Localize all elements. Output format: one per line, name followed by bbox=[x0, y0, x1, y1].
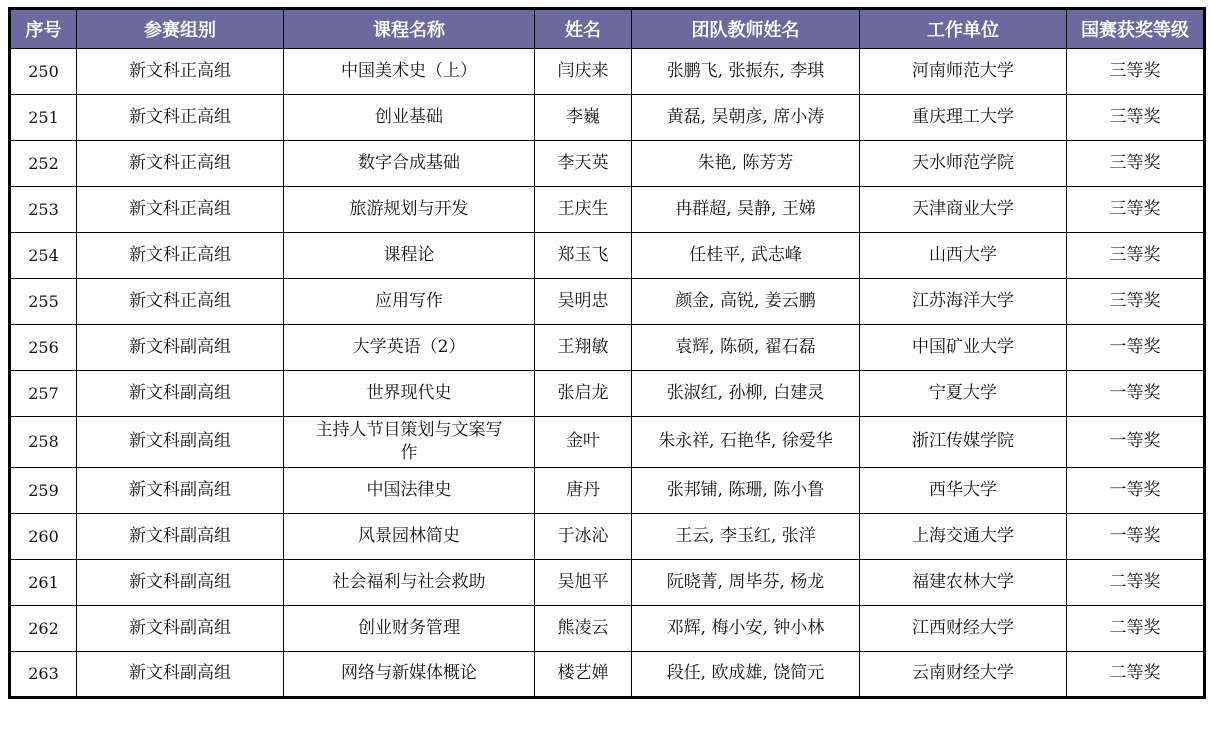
column-header-teachers: 团队教师姓名 bbox=[632, 9, 860, 49]
cell-award: 二等奖 bbox=[1067, 651, 1205, 697]
cell-name: 郑玉飞 bbox=[535, 233, 632, 279]
cell-course: 社会福利与社会救助 bbox=[284, 559, 535, 605]
cell-course: 创业财务管理 bbox=[284, 605, 535, 651]
cell-name: 唐丹 bbox=[535, 467, 632, 513]
cell-award: 二等奖 bbox=[1067, 559, 1205, 605]
cell-seq: 252 bbox=[10, 141, 77, 187]
table-row bbox=[10, 513, 1205, 559]
cell-org: 中国矿业大学 bbox=[860, 325, 1067, 371]
cell-teachers: 张鹏飞, 张振东, 李琪 bbox=[632, 49, 860, 95]
table-row bbox=[10, 49, 1205, 95]
table-row bbox=[10, 95, 1205, 141]
cell-group: 新文科正高组 bbox=[77, 187, 284, 233]
cell-name: 吴旭平 bbox=[535, 559, 632, 605]
cell-award: 三等奖 bbox=[1067, 95, 1205, 141]
cell-name: 吴明忠 bbox=[535, 279, 632, 325]
cell-name: 金叶 bbox=[535, 417, 632, 468]
cell-org: 江西财经大学 bbox=[860, 605, 1067, 651]
cell-award: 一等奖 bbox=[1067, 513, 1205, 559]
table-row bbox=[10, 279, 1205, 325]
cell-course: 风景园林简史 bbox=[284, 513, 535, 559]
cell-group: 新文科正高组 bbox=[77, 49, 284, 95]
cell-group: 新文科副高组 bbox=[77, 559, 284, 605]
cell-course: 中国美术史（上） bbox=[284, 49, 535, 95]
cell-teachers: 阮晓菁, 周毕芬, 杨龙 bbox=[632, 559, 860, 605]
table-row bbox=[10, 651, 1205, 697]
cell-group: 新文科正高组 bbox=[77, 279, 284, 325]
cell-org: 重庆理工大学 bbox=[860, 95, 1067, 141]
column-header-org: 工作单位 bbox=[860, 9, 1067, 49]
cell-org: 福建农林大学 bbox=[860, 559, 1067, 605]
cell-name: 熊凌云 bbox=[535, 605, 632, 651]
cell-award: 三等奖 bbox=[1067, 233, 1205, 279]
cell-award: 一等奖 bbox=[1067, 467, 1205, 513]
cell-group: 新文科副高组 bbox=[77, 467, 284, 513]
column-header-name: 姓名 bbox=[535, 9, 632, 49]
cell-group: 新文科正高组 bbox=[77, 95, 284, 141]
cell-award: 三等奖 bbox=[1067, 279, 1205, 325]
cell-org: 天津商业大学 bbox=[860, 187, 1067, 233]
column-header-award: 国赛获奖等级 bbox=[1067, 9, 1205, 49]
cell-org: 江苏海洋大学 bbox=[860, 279, 1067, 325]
cell-award: 二等奖 bbox=[1067, 605, 1205, 651]
table-row bbox=[10, 559, 1205, 605]
cell-group: 新文科正高组 bbox=[77, 233, 284, 279]
cell-award: 一等奖 bbox=[1067, 325, 1205, 371]
table-row bbox=[10, 417, 1205, 468]
cell-course: 数字合成基础 bbox=[284, 141, 535, 187]
cell-course: 中国法律史 bbox=[284, 467, 535, 513]
column-header-seq: 序号 bbox=[10, 9, 77, 49]
cell-name: 楼艺婵 bbox=[535, 651, 632, 697]
cell-seq: 258 bbox=[10, 417, 77, 468]
cell-seq: 262 bbox=[10, 605, 77, 651]
cell-seq: 253 bbox=[10, 187, 77, 233]
cell-group: 新文科副高组 bbox=[77, 371, 284, 417]
cell-award: 一等奖 bbox=[1067, 371, 1205, 417]
table-row bbox=[10, 233, 1205, 279]
cell-teachers: 任桂平, 武志峰 bbox=[632, 233, 860, 279]
cell-org: 河南师范大学 bbox=[860, 49, 1067, 95]
cell-course: 旅游规划与开发 bbox=[284, 187, 535, 233]
cell-course: 创业基础 bbox=[284, 95, 535, 141]
cell-teachers: 黄磊, 吴朝彦, 席小涛 bbox=[632, 95, 860, 141]
header-row bbox=[10, 9, 1205, 49]
cell-group: 新文科副高组 bbox=[77, 513, 284, 559]
cell-group: 新文科正高组 bbox=[77, 141, 284, 187]
cell-course: 应用写作 bbox=[284, 279, 535, 325]
cell-name: 闫庆来 bbox=[535, 49, 632, 95]
cell-course: 大学英语（2） bbox=[284, 325, 535, 371]
cell-name: 张启龙 bbox=[535, 371, 632, 417]
cell-group: 新文科副高组 bbox=[77, 651, 284, 697]
cell-teachers: 张邦铺, 陈珊, 陈小鲁 bbox=[632, 467, 860, 513]
cell-award: 一等奖 bbox=[1067, 417, 1205, 468]
cell-name: 李天英 bbox=[535, 141, 632, 187]
cell-seq: 254 bbox=[10, 233, 77, 279]
cell-award: 三等奖 bbox=[1067, 187, 1205, 233]
table-row bbox=[10, 605, 1205, 651]
cell-teachers: 冉群超, 吴静, 王娣 bbox=[632, 187, 860, 233]
cell-group: 新文科副高组 bbox=[77, 605, 284, 651]
cell-award: 三等奖 bbox=[1067, 49, 1205, 95]
cell-course: 主持人节目策划与文案写作 bbox=[284, 417, 535, 468]
table-row bbox=[10, 187, 1205, 233]
cell-teachers: 朱艳, 陈芳芳 bbox=[632, 141, 860, 187]
cell-org: 上海交通大学 bbox=[860, 513, 1067, 559]
cell-seq: 259 bbox=[10, 467, 77, 513]
cell-seq: 255 bbox=[10, 279, 77, 325]
cell-group: 新文科副高组 bbox=[77, 417, 284, 468]
cell-name: 于冰沁 bbox=[535, 513, 632, 559]
cell-org: 宁夏大学 bbox=[860, 371, 1067, 417]
cell-teachers: 王云, 李玉红, 张洋 bbox=[632, 513, 860, 559]
cell-name: 王庆生 bbox=[535, 187, 632, 233]
cell-org: 天水师范学院 bbox=[860, 141, 1067, 187]
cell-teachers: 朱永祥, 石艳华, 徐爱华 bbox=[632, 417, 860, 468]
cell-seq: 260 bbox=[10, 513, 77, 559]
cell-seq: 261 bbox=[10, 559, 77, 605]
cell-seq: 251 bbox=[10, 95, 77, 141]
table-row bbox=[10, 467, 1205, 513]
cell-seq: 250 bbox=[10, 49, 77, 95]
table-row bbox=[10, 141, 1205, 187]
cell-org: 云南财经大学 bbox=[860, 651, 1067, 697]
cell-teachers: 袁辉, 陈硕, 翟石磊 bbox=[632, 325, 860, 371]
cell-name: 王翔敏 bbox=[535, 325, 632, 371]
cell-org: 浙江传媒学院 bbox=[860, 417, 1067, 468]
column-header-group: 参赛组别 bbox=[77, 9, 284, 49]
cell-course: 课程论 bbox=[284, 233, 535, 279]
cell-seq: 256 bbox=[10, 325, 77, 371]
cell-seq: 263 bbox=[10, 651, 77, 697]
table-row bbox=[10, 325, 1205, 371]
cell-award: 三等奖 bbox=[1067, 141, 1205, 187]
cell-name: 李巍 bbox=[535, 95, 632, 141]
cell-group: 新文科副高组 bbox=[77, 325, 284, 371]
table-header bbox=[10, 9, 1205, 49]
table-body bbox=[10, 49, 1205, 698]
cell-seq: 257 bbox=[10, 371, 77, 417]
cell-teachers: 张淑红, 孙柳, 白建灵 bbox=[632, 371, 860, 417]
cell-teachers: 段任, 欧成雄, 饶简元 bbox=[632, 651, 860, 697]
column-header-course: 课程名称 bbox=[284, 9, 535, 49]
table-row bbox=[10, 371, 1205, 417]
cell-teachers: 邓辉, 梅小安, 钟小林 bbox=[632, 605, 860, 651]
cell-org: 山西大学 bbox=[860, 233, 1067, 279]
cell-org: 西华大学 bbox=[860, 467, 1067, 513]
award-results-table bbox=[8, 7, 1206, 699]
cell-teachers: 颜金, 高锐, 姜云鹏 bbox=[632, 279, 860, 325]
cell-course: 世界现代史 bbox=[284, 371, 535, 417]
cell-course: 网络与新媒体概论 bbox=[284, 651, 535, 697]
